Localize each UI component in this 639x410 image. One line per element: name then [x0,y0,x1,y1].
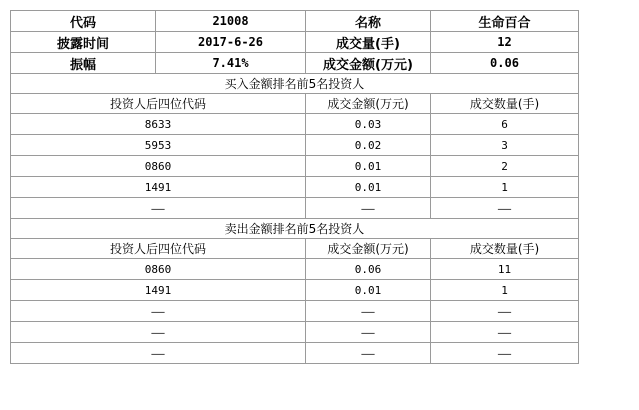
header-row-code [11,11,579,32]
buy-quantity: —— [431,198,579,219]
buy-investor-code: 5953 [11,135,306,156]
table-row [11,259,579,280]
sell-col-investor-code: 投资人后四位代码 [11,239,306,259]
sell-col-quantity: 成交数量(手) [431,239,579,259]
sell-column-header-row [11,239,579,259]
amplitude-value: 7.41% [156,53,306,74]
code-value: 21008 [156,11,306,32]
buy-investor-code: 1491 [11,177,306,198]
volume-label: 成交量(手) [306,32,431,53]
buy-investor-code: 8633 [11,114,306,135]
sell-investor-code: —— [11,343,306,364]
buy-quantity: 1 [431,177,579,198]
buy-investor-code: 0860 [11,156,306,177]
buy-col-quantity: 成交数量(手) [431,94,579,114]
table-row [11,198,579,219]
table-row [11,322,579,343]
buy-col-amount: 成交金额(万元) [306,94,431,114]
sell-section-title-row [11,219,579,239]
buy-col-investor-code: 投资人后四位代码 [11,94,306,114]
sell-investor-code: 1491 [11,280,306,301]
buy-quantity: 6 [431,114,579,135]
table-row [11,156,579,177]
sell-quantity: 11 [431,259,579,280]
header-row-date [11,32,579,53]
buy-section-title-row [11,74,579,94]
table-row [11,114,579,135]
buy-investor-code: —— [11,198,306,219]
buy-amount: —— [306,198,431,219]
buy-quantity: 2 [431,156,579,177]
sell-quantity: —— [431,301,579,322]
table-row [11,301,579,322]
buy-column-header-row [11,94,579,114]
date-value: 2017-6-26 [156,32,306,53]
name-value: 生命百合 [431,11,579,32]
table-row [11,135,579,156]
disclosure-table [10,10,579,364]
sell-amount: —— [306,301,431,322]
buy-amount: 0.03 [306,114,431,135]
code-label: 代码 [11,11,156,32]
sell-amount: 0.01 [306,280,431,301]
buy-amount: 0.01 [306,177,431,198]
table-row [11,280,579,301]
table-row [11,177,579,198]
sell-investor-code: 0860 [11,259,306,280]
sell-section-title: 卖出金额排名前5名投资人 [11,219,579,239]
sell-investor-code: —— [11,301,306,322]
name-label: 名称 [306,11,431,32]
sell-quantity: 1 [431,280,579,301]
buy-quantity: 3 [431,135,579,156]
sell-amount: —— [306,343,431,364]
sell-col-amount: 成交金额(万元) [306,239,431,259]
sell-amount: 0.06 [306,259,431,280]
disclosure-table-container [10,10,578,364]
table-row [11,343,579,364]
sell-amount: —— [306,322,431,343]
buy-section-title: 买入金额排名前5名投资人 [11,74,579,94]
sell-quantity: —— [431,322,579,343]
buy-amount: 0.02 [306,135,431,156]
volume-value: 12 [431,32,579,53]
sell-investor-code: —— [11,322,306,343]
date-label: 披露时间 [11,32,156,53]
amount-label: 成交金额(万元) [306,53,431,74]
amplitude-label: 振幅 [11,53,156,74]
sell-quantity: —— [431,343,579,364]
buy-amount: 0.01 [306,156,431,177]
header-row-amplitude [11,53,579,74]
amount-value: 0.06 [431,53,579,74]
